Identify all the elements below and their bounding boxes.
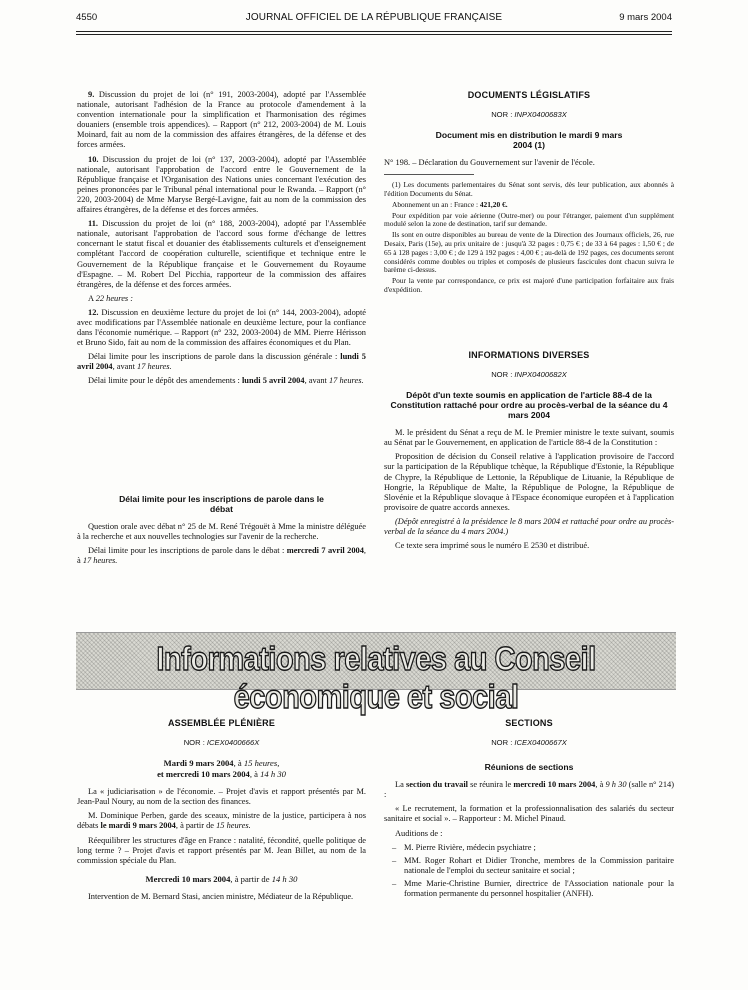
item-11: 11. Discussion du projet de loi (n° 188, 2003-2004), adopté par l'Assemblée nationale, autorisant l'approbation de l'accord sous forme d'échange de lettres concernant le statut fiscal et douanier des établissements culturels et d'enseignement complétant l'accord de coopération culturelle, scientifique et technique entre le Gouvernement de la République française et le Gouvernement du Royaume d'Espagne. – M. Robert Del Picchia, rapporteur de la commission des affaires étrangères, de la défense et des forces armées. <box>77 219 366 289</box>
delai-amendements: Délai limite pour le dépôt des amendements : lundi 5 avril 2004, avant 17 heures. <box>88 376 364 386</box>
footnote-separator <box>384 174 474 175</box>
header-rule-2 <box>76 34 672 35</box>
documents-footnotes: (1) Les documents parlementaires du Sénat sont servis, dès leur publication, aux abonnés à l'édition Documents du Sénat. Abonnement un an : France : 421,20 €. Pour expédition par voie aérienne (Outre-mer) ou pour l'étranger, paiement d'un supplément modulé selon la zone de destination, tarif sur demande. Ils sont en outre disponibles au bureau de vente de la Direction des Journaux officiels, 26, rue Desaix, Paris (15e), au prix unitaire de : jusqu'à 32 pages : 0,75 € ; de 33 à 64 pages : 1,50 € ; de 65 à 128 pages : 3,00 € ; de 129 à 192 pages : 4,00 € ; au-delà de 192 pages, ces documents seront considérés comme doubles ou triples et composés de plusieurs fascicules dont chacun suivra le barème ci-dessus. Pour la vente par correspondance, ce prix est majoré d'une participation forfaitaire aux frais d'expédition. <box>384 180 674 295</box>
left-column-top <box>77 90 366 391</box>
right-column-top <box>384 90 674 297</box>
right-column-info <box>384 350 674 555</box>
left-column-bottom <box>77 718 366 906</box>
page-number: 4550 <box>76 12 98 23</box>
page-header <box>76 12 672 28</box>
list-item: – Mme Marie-Christine Burnier, directrice de l'Association nationale pour la formation permanente du personnel hospitalier (ANFH). <box>384 879 674 899</box>
journal-title: JOURNAL OFFICIEL DE LA RÉPUBLIQUE FRANÇAISE <box>245 12 503 23</box>
info-nor: NOR : INPX0400682X <box>491 370 567 380</box>
left-column-delai <box>77 488 366 570</box>
info-title: INFORMATIONS DIVERSES <box>468 350 590 360</box>
sections-subtitle: Réunions de sections <box>484 762 574 773</box>
documents-title: DOCUMENTS LÉGISLATIFS <box>467 90 591 100</box>
delai-discussion: Délai limite pour les inscriptions de parole dans la discussion générale : lundi 5 avril 2004, avant 17 heures. <box>77 352 366 372</box>
assemblee-p3: Réequilibrer les structures d'âge en France : natalité, fécondité, quelle politique de long terme ? – Projet d'avis et rapport présentés par M. Jean Billet, au nom de la commission spéciale du Plan. <box>77 835 366 865</box>
header-date: 9 mars 2004 <box>619 12 672 23</box>
info-p4: Ce texte sera imprimé sous le numéro E 2530 et distribué. <box>395 541 590 551</box>
sections-title: SECTIONS <box>505 718 553 728</box>
info-p2: Proposition de décision du Conseil relative à l'application provisoire de l'accord sur la participation de la République tchèque, la République d'Estonie, la République de Chypre, la République de Lettonie, la République de Lituanie, la République de Hongrie, la République de Malte, la République de Pologne, la République de Slovénie et la République slovaque à l'Espace économique européen et à l'application provisoire de quatre accords annexes. <box>384 452 674 512</box>
assemblee-p1: La « judiciarisation » de l'économie. – Projet d'avis et rapport présentés par M. Jean-Paul Noury, au nom de la section des finances. <box>77 787 366 807</box>
item-12: 12. Discussion en deuxième lecture du projet de loi (n° 144, 2003-2004), adopté avec modifications par l'Assemblée nationale en deuxième lecture, pour la confiance dans l'économie numérique. – Rapport (n° 232, 2003-2004) de MM. Pierre Hérisson et Bruno Sido, fait au nom de la commission des affaires économiques et du Plan. <box>77 307 366 348</box>
document-item: N° 198. – Déclaration du Gouvernement sur l'avenir de l'école. <box>384 158 595 168</box>
documents-nor: NOR : INPX0400683X <box>491 110 567 120</box>
sections-nor: NOR : ICEX0400667X <box>491 738 567 748</box>
assemblee-dates: Mardi 9 mars 2004, à 15 heures, et mercredi 10 mars 2004, à 14 h 30 <box>157 758 286 779</box>
list-item: – MM. Roger Rohart et Didier Tronche, membres de la Commission paritaire nationale de l'emploi du secteur sanitaire et social ; <box>384 856 674 876</box>
auditions-list <box>384 843 674 899</box>
ces-banner-title: Informations relatives au Conseil économique et social <box>156 640 596 715</box>
documents-subtitle: Document mis en distribution le mardi 9 mars 2004 (1) <box>435 130 623 151</box>
right-column-bottom <box>384 718 674 902</box>
sections-p1: La section du travail se réunira le mercredi 10 mars 2004, à 9 h 30 (salle n° 214) : <box>384 780 674 800</box>
assemblee-p2: M. Dominique Perben, garde des sceaux, ministre de la justice, participera à nos débats le mardi 9 mars 2004, à partir de 15 heures. <box>77 811 366 831</box>
header-rule <box>76 31 672 32</box>
info-subtitle: Dépôt d'un texte soumis en application de l'article 88-4 de la Constitution rattaché pour ordre au procès-verbal de la séance du 4 mars 2004 <box>390 390 668 421</box>
delai-title: Délai limite pour les inscriptions de parole dans le débat <box>119 494 324 514</box>
delai-p1: Question orale avec débat n° 25 de M. René Trégouët à Mme la ministre déléguée à la recherche et aux nouvelles technologies sur l'avenir de la recherche. <box>77 522 366 542</box>
assemblee-nor: NOR : ICEX0400666X <box>183 738 260 748</box>
list-item: – M. Pierre Rivière, médecin psychiatre ; <box>384 843 674 853</box>
item-9: 9. Discussion du projet de loi (n° 191, 2003-2004), adopté par l'Assemblée nationale, autorisant l'adhésion de la France au protocole d'amendement à la convention internationale pour la simplification et l'harmonisation des régimes douaniers (ensemble trois appendices). – Rapport (n° 212, 2003-2004) de M. Louis Moinard, fait au nom de la commission des affaires étrangères, de la défense et des forces armées. <box>77 90 366 150</box>
assemblee-date2: Mercredi 10 mars 2004, à partir de 14 h 30 <box>145 873 298 884</box>
sections-p2: « Le recrutement, la formation et la professionnalisation des salariés du secteur sanitaire et social ». – Rapporteur : M. Michel Pinaud. <box>384 804 674 824</box>
time-heading: A 22 heures : <box>88 293 134 303</box>
info-p3: (Dépôt enregistré à la présidence le 8 mars 2004 et rattaché pour ordre au procès-verbal de la séance du 4 mars 2004.) <box>384 516 674 537</box>
assemblee-title: ASSEMBLÉE PLÉNIÈRE <box>167 718 276 728</box>
item-10: 10. Discussion du projet de loi (n° 137, 2003-2004), adopté par l'Assemblée nationale, autorisant l'approbation de l'accord entre le Gouvernement de la République française et l'Organisation des Nations unies concernant l'exécution des peines prononcées par le Tribunal pénal international pour le Rwanda. – Rapport (n° 220, 2003-2004) de Mme Maryse Bergé-Lavigne, fait au nom de la commission des affaires étrangères, de la défense et des forces armées. <box>77 154 366 215</box>
delai-p2: Délai limite pour les inscriptions de parole dans le débat : mercredi 7 avril 2004, à 17 heures. <box>77 546 366 566</box>
sections-p3: Auditions de : <box>395 828 443 838</box>
info-p1: M. le président du Sénat a reçu de M. le Premier ministre le texte suivant, soumis au Sénat par le Gouvernement, en application de l'article 88-4 de la Constitution : <box>384 428 674 448</box>
ces-banner <box>76 632 676 715</box>
assemblee-p4: Intervention de M. Bernard Stasi, ancien ministre, Médiateur de la République. <box>88 892 354 902</box>
